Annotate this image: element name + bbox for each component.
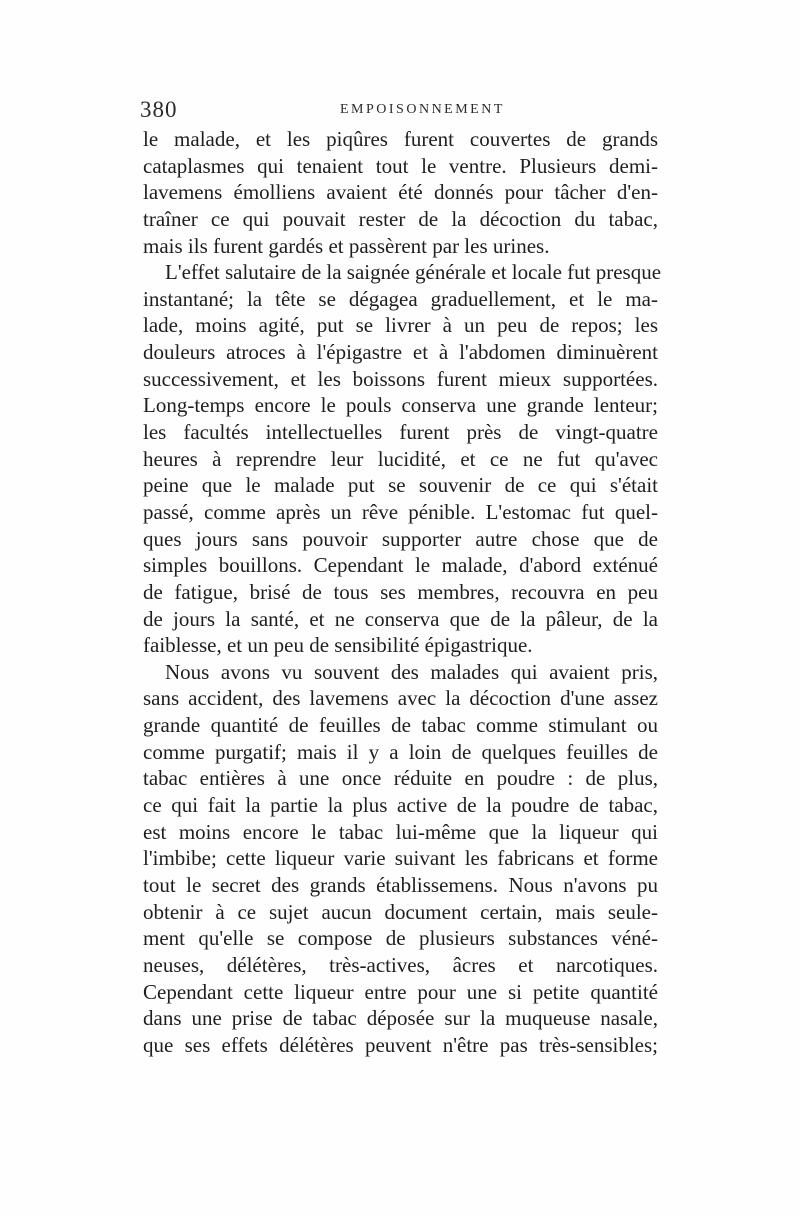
text-line: Cependant cette liqueur entre pour une si petite quantité — [143, 979, 658, 1004]
text-line: peine que le malade put se souvenir de ce qui s'était — [143, 473, 658, 498]
running-head — [140, 97, 660, 123]
text-line: ques jours sans pouvoir supporter autre chose que de — [143, 526, 658, 551]
text-line: de jours la santé, et ne conserva que de la pâleur, de la — [143, 606, 658, 631]
text-line: les facultés intellectuelles furent près de vingt-quatre — [143, 420, 658, 445]
text-line: cataplasmes qui tenaient tout le ventre. Plusieurs demi- — [143, 153, 658, 178]
text-line: L'effet salutaire de la saignée générale et locale fut presque — [165, 260, 662, 285]
text-line: grande quantité de feuilles de tabac comme stimulant ou — [143, 713, 658, 738]
text-line: instantané; la tête se dégagea graduellement, et le ma- — [143, 286, 658, 311]
text-line: mais ils furent gardés et passèrent par les urines. — [143, 233, 550, 258]
text-line: faiblesse, et un peu de sensibilité épigastrique. — [143, 633, 533, 658]
running-title: EMPOISONNEMENT — [340, 102, 505, 117]
text-line: douleurs atroces à l'épigastre et à l'abdomen diminuèrent — [143, 340, 658, 365]
text-line: traîner ce qui pouvait rester de la décoction du tabac, — [143, 206, 658, 231]
body-text — [143, 126, 662, 1058]
text-line: lade, moins agité, put se livrer à un peu de repos; les — [143, 313, 658, 338]
text-line: Nous avons vu souvent des malades qui avaient pris, — [165, 659, 658, 684]
text-line: heures à reprendre leur lucidité, et ce ne fut qu'avec — [143, 446, 658, 471]
text-line: passé, comme après un rêve pénible. L'estomac fut quel- — [143, 499, 658, 524]
page-number: 380 — [140, 97, 178, 122]
text-line: est moins encore le tabac lui-même que la liqueur qui — [143, 819, 658, 844]
text-line: que ses effets délétères peuvent n'être pas très-sensibles; — [143, 1032, 658, 1057]
text-line: le malade, et les piqûres furent couvertes de grands — [143, 127, 658, 151]
text-line: successivement, et les boissons furent mieux supportées. — [143, 366, 658, 391]
text-line: dans une prise de tabac déposée sur la muqueuse nasale, — [143, 1006, 658, 1031]
text-line: l'imbibe; cette liqueur varie suivant les fabricans et forme — [143, 846, 658, 871]
text-line: ce qui fait la partie la plus active de la poudre de tabac, — [143, 793, 658, 818]
text-line: tabac entières à une once réduite en poudre : de plus, — [143, 766, 658, 791]
text-line: sans accident, des lavemens avec la décoction d'une assez — [143, 686, 658, 711]
text-line: ment qu'elle se compose de plusieurs substances véné- — [143, 926, 658, 951]
text-line: Long-temps encore le pouls conserva une grande lenteur; — [143, 393, 658, 418]
text-line: lavemens émolliens avaient été donnés pour tâcher d'en- — [143, 180, 658, 205]
text-line: neuses, délétères, très-actives, âcres et narcotiques. — [143, 952, 658, 977]
text-line: comme purgatif; mais il y a loin de quelques feuilles de — [143, 739, 658, 764]
text-line: simples bouillons. Cependant le malade, d'abord exténué — [143, 553, 658, 578]
text-line: tout le secret des grands établissemens. Nous n'avons pu — [143, 872, 658, 897]
text-line: obtenir à ce sujet aucun document certain, mais seule- — [143, 899, 658, 924]
text-line: de fatigue, brisé de tous ses membres, recouvra en peu — [143, 579, 658, 604]
